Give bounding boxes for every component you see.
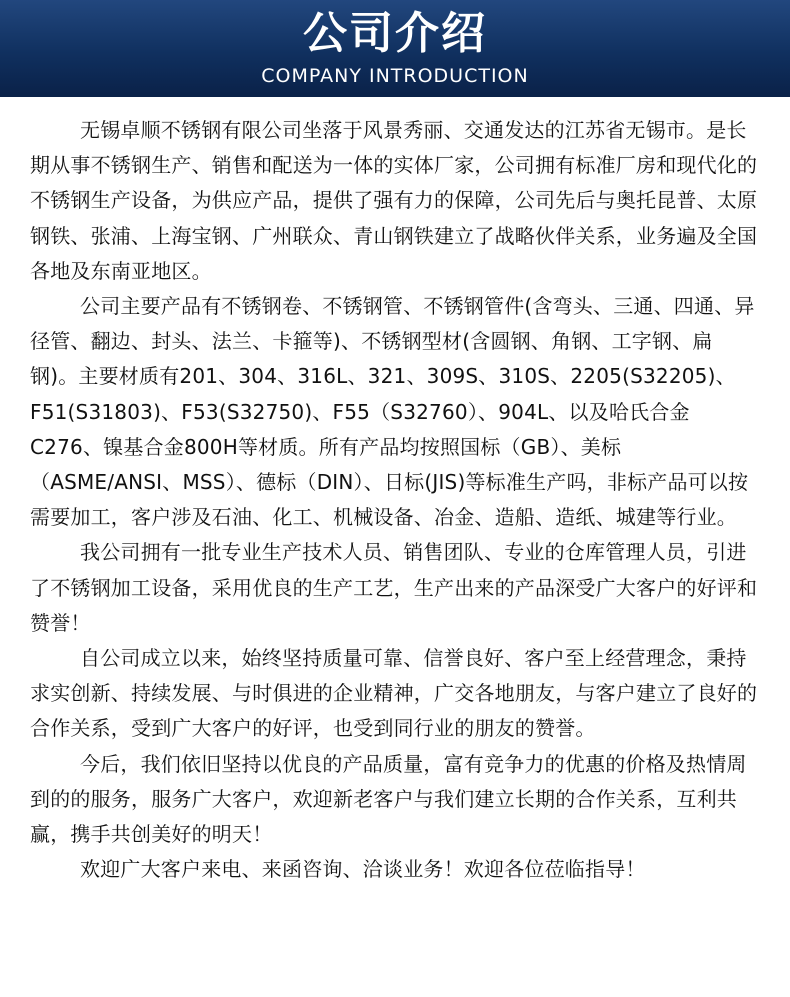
intro-paragraph-5: 今后，我们依旧坚持以优良的产品质量，富有竞争力的优惠的价格及热情周到的的服务，服务广大客户，欢迎新老客户与我们建立长期的合作关系，互利共赢，携手共创美好的明天！ — [30, 751, 747, 847]
page-title: 公司介绍 — [303, 8, 487, 59]
intro-paragraph-3: 我公司拥有一批专业生产技术人员、销售团队、专业的仓库管理人员，引进了不锈钢加工设备，采用优良的生产工艺，生产出来的产品深受广大客户的好评和赞誉！ — [30, 540, 758, 635]
intro-paragraph-4: 自公司成立以来，始终坚持质量可靠、信誉良好、客户至上经营理念，秉持求实创新、持续发展、与时俱进的企业精神，广交各地朋友，与客户建立了良好的合作关系，受到广大客户的好评，也受到同行业的朋友的赞誉。 — [30, 646, 758, 741]
intro-paragraph-2: 公司主要产品有不锈钢卷、不锈钢管、不锈钢管件(含弯头、三通、四通、异径管、翻边、封头、法兰、卡箍等)、不锈钢型材(含圆钢、角钢、工字钢、扁钢)。主要材质有201、304、316L、321、309S、310S、2205(S32205)、F51(S31803)、F53(S32750)、F55（S32760）、904L、以及哈氏合金C276、镍基合金800H等材质。所有产品均按照国标（GB）、美标（ASME/ANSI、MSS）、德标（DIN）、日标(JIS)等标准生产吗，非标产品可以按需要加工，客户涉及石油、化工、机械设备、冶金、造船、造纸、城建等行业。 — [30, 294, 755, 530]
intro-paragraph-6: 欢迎广大客户来电、来函咨询、洽谈业务！欢迎各位莅临指导！ — [80, 857, 646, 882]
intro-paragraph-1: 无锡卓顺不锈钢有限公司坐落于风景秀丽、交通发达的江苏省无锡市。是长期从事不锈钢生产、销售和配送为一体的实体厂家，公司拥有标准厂房和现代化的不锈钢生产设备，为供应产品，提供了强有力的保障，公司先后与奥托昆普、太原钢铁、张浦、上海宝钢、广州联众、青山钢铁建立了战略伙伴关系，业务遍及全国各地及东南亚地区。 — [30, 118, 758, 283]
company-intro-body — [0, 97, 790, 887]
page-subtitle: COMPANY INTRODUCTION — [261, 65, 529, 87]
header-banner — [0, 0, 790, 97]
